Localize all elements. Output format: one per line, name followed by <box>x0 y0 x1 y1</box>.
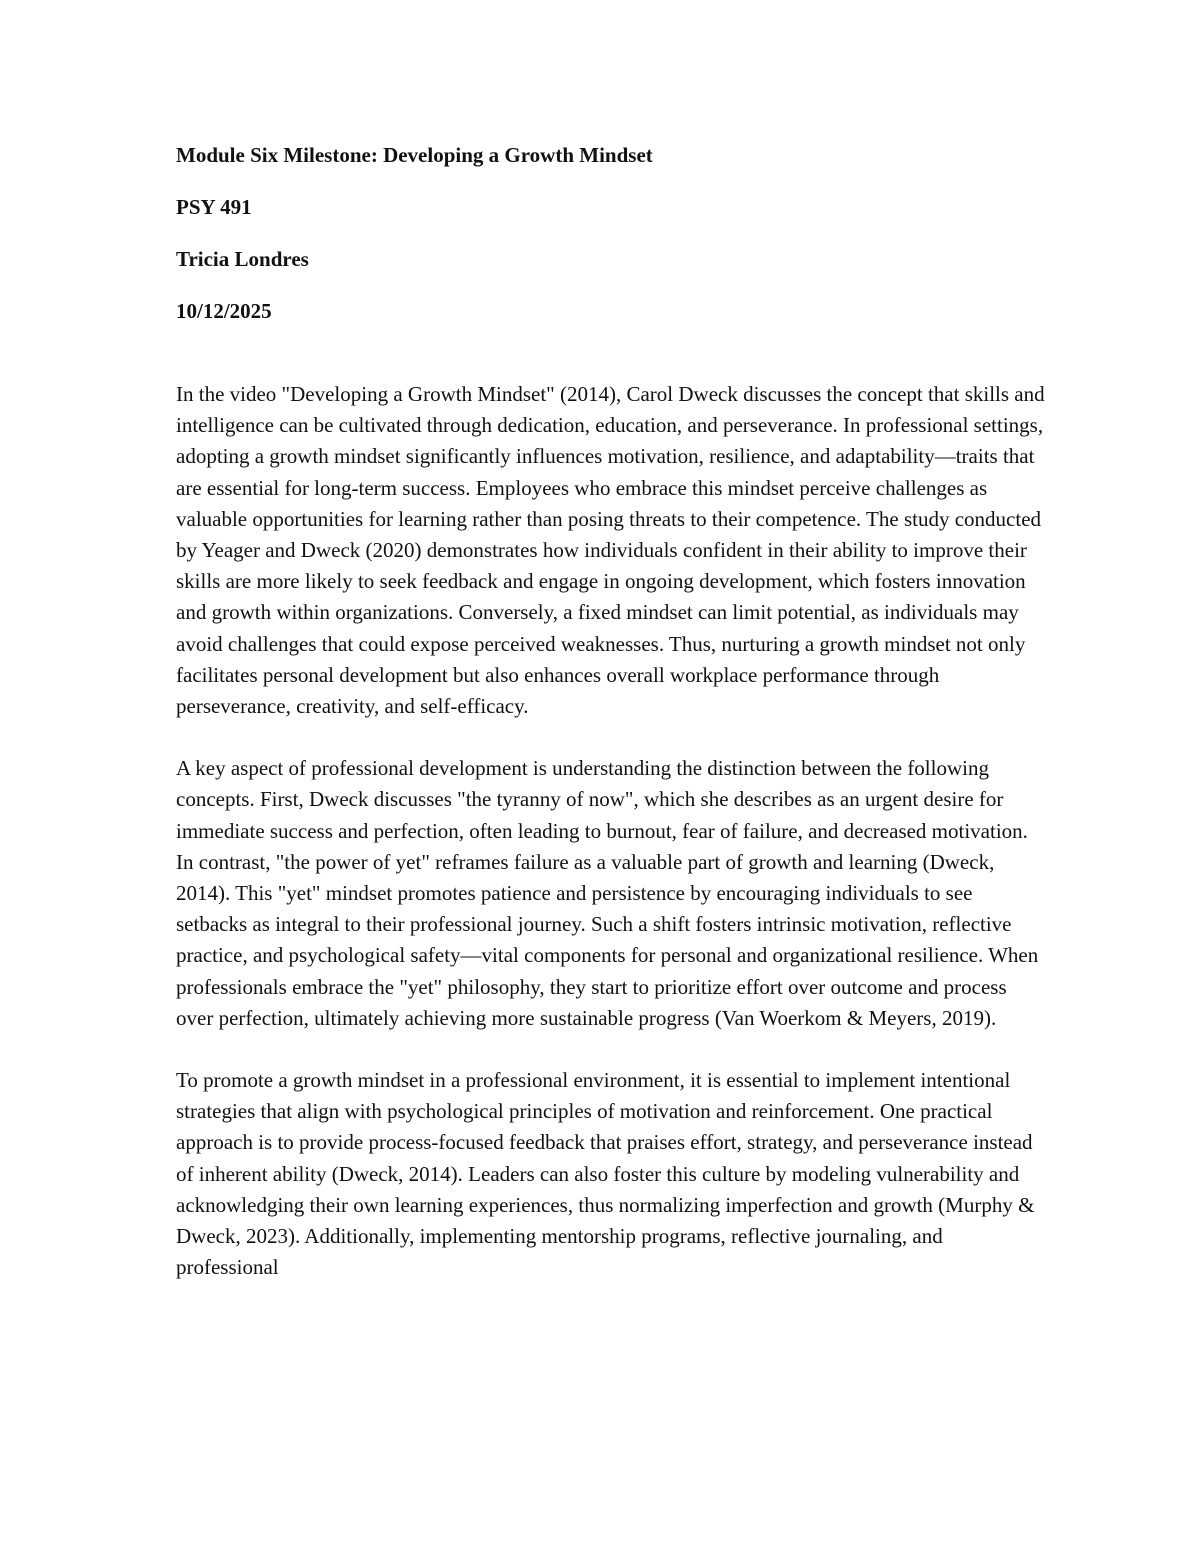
paragraph-3: To promote a growth mindset in a professional environment, it is essential to implement intentional strategies that align with psychological principles of motivation and reinforcement. One practical approach is to provide process-focused feedback that praises effort, strategy, and perseverance instead of inherent ability (Dweck, 2014). Leaders can also foster this culture by modeling vulnerability and acknowledging their own learning experiences, thus normalizing imperfection and growth (Murphy & Dweck, 2023). Additionally, implementing mentorship programs, reflective journaling, and professional <box>176 1068 1035 1280</box>
document-date: 10/12/2025 <box>176 299 272 323</box>
course-code: PSY 491 <box>176 195 252 219</box>
paragraph-2: A key aspect of professional development is understanding the distinction between the following concepts. First, Dweck discusses "the tyranny of now", which she describes as an urgent desire for immediate success and perfection, often leading to burnout, fear of failure, and decreased motivation. In contrast, "the power of yet" reframes failure as a valuable part of growth and learning (Dweck, 2014). This "yet" mindset promotes patience and persistence by encouraging individuals to see setbacks as integral to their professional journey. Such a shift fosters intrinsic motivation, reflective practice, and psychological safety—vital components for personal and organizational resilience. When professionals embrace the "yet" philosophy, they start to prioritize effort over outcome and process over perfection, ultimately achieving more sustainable progress (Van Woerkom & Meyers, 2019). <box>176 756 1039 1030</box>
document-body <box>176 140 1046 1314</box>
author-name: Tricia Londres <box>176 247 309 271</box>
document-title: Module Six Milestone: Developing a Growth Mindset <box>176 143 653 167</box>
paragraph-1: In the video "Developing a Growth Mindset" (2014), Carol Dweck discusses the concept that skills and intelligence can be cultivated through dedication, education, and perseverance. In professional settings, adopting a growth mindset significantly influences motivation, resilience, and adaptability—traits that are essential for long-term success. Employees who embrace this mindset perceive challenges as valuable opportunities for learning rather than posing threats to their competence. The study conducted by Yeager and Dweck (2020) demonstrates how individuals confident in their ability to improve their skills are more likely to seek feedback and engage in ongoing development, which fosters innovation and growth within organizations. Conversely, a fixed mindset can limit potential, as individuals may avoid challenges that could expose perceived weaknesses. Thus, nurturing a growth mindset not only facilitates personal development but also enhances overall workplace performance through perseverance, creativity, and self-efficacy. <box>176 382 1045 719</box>
